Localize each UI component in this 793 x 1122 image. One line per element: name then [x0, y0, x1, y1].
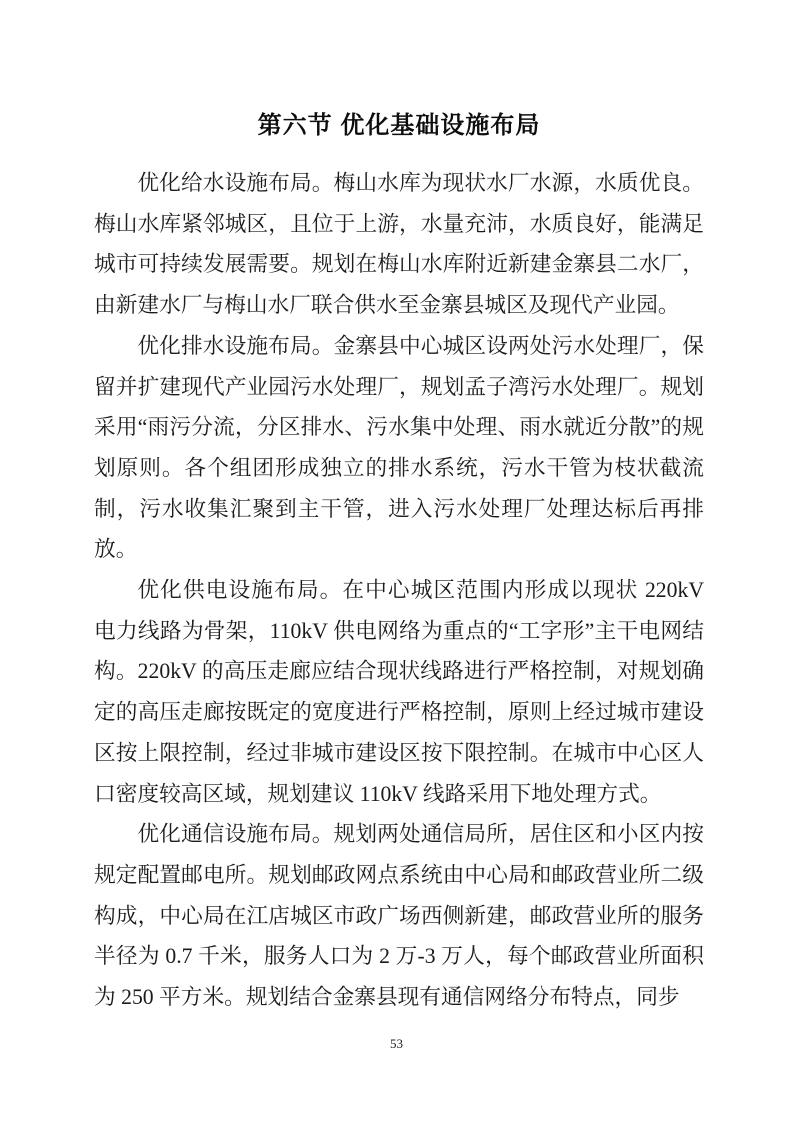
page-content	[94, 0, 704, 1018]
body-paragraph: 优化通信设施布局。规划两处通信局所，居住区和小区内按规定配置邮电所。规划邮政网点系统由中心局和邮政营业所二级构成，中心局在江店城区市政广场西侧新建，邮政营业所的服务半径为 0.7 千米，服务人口为 2 万-3 万人，每个邮政营业所面积为 250 平方米。规划结合金寨县现有通信网络分布特点，同步	[94, 822, 704, 1010]
body-paragraph: 优化供电设施布局。在中心城区范围内形成以现状 220kV 电力线路为骨架，110kV 供电网络为重点的“工字形”主干电网结构。220kV 的高压走廊应结合现状线路进行严格控制，对规划确定的高压走廊按既定的宽度进行严格控制，原则上经过城市建设区按上限控制，经过非城市建设区按下限控制。在城市中心区人口密度较高区域，规划建议 110kV 线路采用下地处理方式。	[94, 578, 704, 806]
page-number: 53	[390, 1036, 403, 1051]
body-paragraph: 优化排水设施布局。金寨县中心城区设两处污水处理厂，保留并扩建现代产业园污水处理厂，规划孟子湾污水处理厂。规划采用“雨污分流，分区排水、污水集中处理、雨水就近分散”的规划原则。各个组团形成独立的排水系统，污水干管为枝状截流制，污水收集汇聚到主干管，进入污水处理厂处理达标后再排放。	[94, 333, 704, 562]
body-text	[94, 163, 704, 1018]
body-paragraph: 优化给水设施布局。梅山水库为现状水厂水源，水质优良。梅山水库紧邻城区，且位于上游，水量充沛，水质良好，能满足城市可持续发展需要。规划在梅山水库附近新建金寨县二水厂，由新建水厂与梅山水厂联合供水至金寨县城区及现代产业园。	[94, 171, 704, 318]
section-title: 第六节 优化基础设施布局	[257, 112, 541, 139]
